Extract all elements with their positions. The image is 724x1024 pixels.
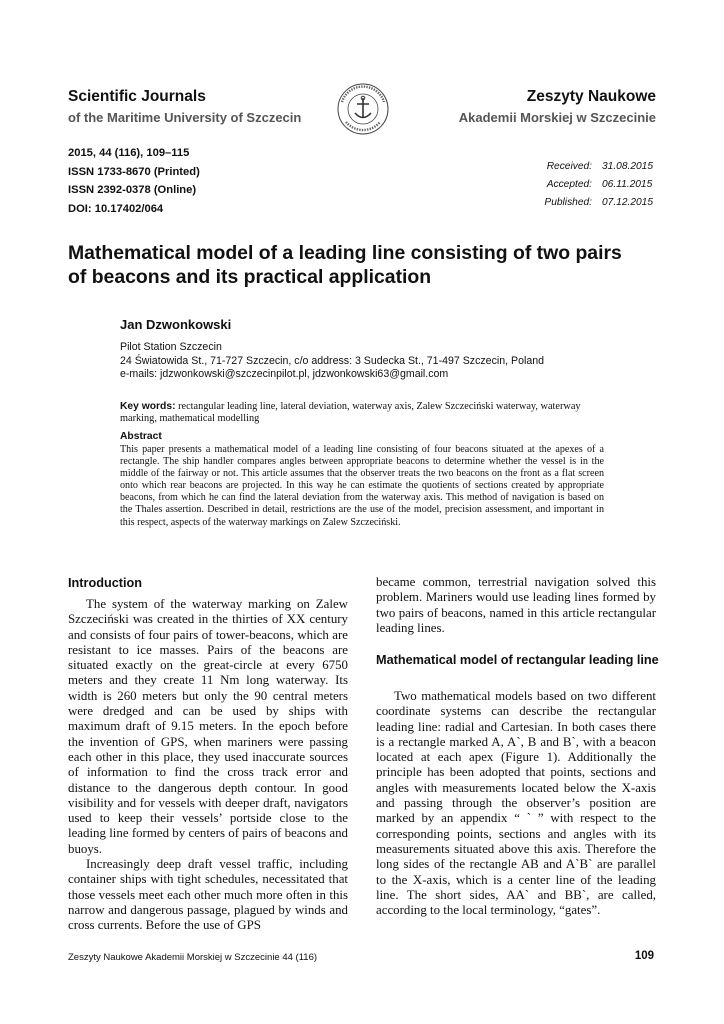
keywords-text: rectangular leading line, lateral deviation, waterway axis, Zalew Szczeciński waterway, waterway marking, mathematical modelling bbox=[120, 401, 581, 425]
affiliation-emails: e-mails: jdzwonkowski@szczecinpilot.pl, jdzwonkowski63@gmail.com bbox=[120, 368, 449, 381]
journal-subtitle-en: of the Maritime University of Szczecin bbox=[68, 110, 302, 125]
intro-paragraph-2-continued: became common, terrestrial navigation solved this problem. Mariners would use leading lines formed by two pairs of beacons, named in this article rectangular leading lines. bbox=[376, 575, 656, 635]
affiliation-org: Pilot Station Szczecin bbox=[120, 341, 222, 353]
abstract-text: This paper presents a mathematical model of a leading line consisting of four beacons situated at the apexes of a rectangle. The ship handler compares angles between appropriate beacons to determine whether the vessel is in the middle of the fairway or not. This article assumes that the observer treats the two beacons on the front as a flat screen onto which rear beacons are projected. In this way he can estimate the quotients of sections created by appropriate beacons, from which he can find the lateral deviation from the waterway axis. This method of navigation is based on the Thales assertion. Described in detail, restrictions are the use of the model, precision assessment, and important in this respect, aspects of the waterway markings on Zalew Szczeciński. bbox=[120, 444, 604, 528]
publication-dates bbox=[528, 158, 656, 212]
article-meta bbox=[68, 144, 200, 218]
left-column bbox=[68, 597, 348, 934]
model-text bbox=[376, 689, 656, 918]
university-seal-logo bbox=[336, 82, 390, 136]
issn-online: ISSN 2392-0378 (Online) bbox=[68, 184, 197, 196]
abstract-heading: Abstract bbox=[120, 431, 162, 442]
page-number: 109 bbox=[634, 950, 654, 962]
date-published: Published: 07.12.2015 bbox=[544, 197, 653, 208]
footer-journal: Zeszyty Naukowe Akademii Morskiej w Szczecinie 44 (116) bbox=[68, 952, 318, 963]
intro-paragraph-1: The system of the waterway marking on Zalew Szczeciński was created in the thirties of XX century and consists of four pairs of tower-beacons, which are resistant to ice masses. Pairs of the beacons are situated exactly on the great-circle at every 6750 meters and they create 11 Nm long waterway. Its width is 260 meters but only the 90 central meters were dredged and can be used by ships with maximum draft of 9.15 meters. In the epoch before the invention of GPS, when mariners were passing each other in this place, they used inaccurate sources of information to find the cross track error and distance to the dangerous depth contour. In good visibility and for vessels with deeper draft, navigators used to keep their vessels’ portside close to the leading line formed by centers of pairs of beacons and buoys. bbox=[68, 597, 348, 856]
author-affiliation bbox=[120, 341, 544, 382]
model-paragraph-1: Two mathematical models based on two different coordinate systems can describe the rectangular leading line: radial and Cartesian. In both cases there is a rectangle marked A, A`, B and B`, with a beacon located at each apex (Figure 1). Additionally the principle has been adopted that points, sections and angles with measurements located below the X-axis and passing through the observer’s position are marked by an appendix “ ` ” with respect to the corresponding points, sections and angles with its measurements situated above this axis. Therefore the long sides of the rectangle AB and A`B` are parallel to the X-axis, which is a center line of the leading line. The short sides, AA` and BB`, are called, according to the local terminology, “gates”. bbox=[376, 689, 656, 918]
right-column bbox=[376, 575, 656, 636]
date-accepted: Accepted: 06.11.2015 bbox=[546, 179, 653, 190]
section-heading-model: Mathematical model of rectangular leading line bbox=[376, 653, 659, 667]
date-received: Received: 31.08.2015 bbox=[546, 161, 653, 172]
issn-printed: ISSN 1733-8670 (Printed) bbox=[68, 165, 200, 178]
journal-title-pl: Zeszyty Naukowe bbox=[526, 88, 656, 105]
intro-paragraph-2: Increasingly deep draft vessel traffic, including container ships with tight schedules, necessitated that those vessels meet each other much more often in this narrow and dangerous passage, plagued by winds and cross currents. Before the use of GPS bbox=[68, 857, 348, 933]
keywords bbox=[120, 401, 604, 426]
volume-info: 2015, 44 (116), 109–115 bbox=[68, 147, 190, 159]
journal-subtitle-pl: Akademii Morskiej w Szczecinie bbox=[458, 110, 656, 125]
affiliation-address: 24 Światowida St., 71-727 Szczecin, c/o address: 3 Sudecka St., 71-497 Szczecin, Poland bbox=[120, 354, 544, 367]
section-heading-introduction: Introduction bbox=[68, 576, 142, 590]
article-title: Mathematical model of a leading line consisting of two pairs of beacons and its practical application bbox=[68, 242, 622, 288]
author-name: Jan Dzwonkowski bbox=[120, 317, 232, 332]
journal-title-en: Scientific Journals bbox=[68, 88, 206, 105]
keywords-label: Key words: bbox=[120, 401, 176, 412]
doi: DOI: 10.17402/064 bbox=[68, 202, 164, 215]
